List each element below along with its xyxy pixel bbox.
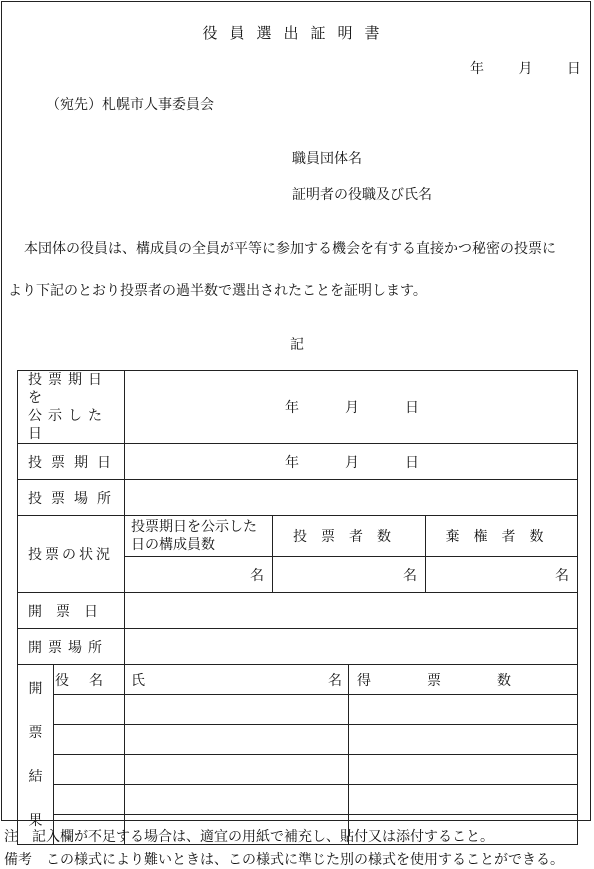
voters-count-field[interactable]: 名 — [273, 557, 426, 593]
role-cell[interactable] — [54, 755, 125, 785]
role-header: 役名 — [54, 665, 125, 695]
remarks-text: 備考 この様式により難いときは、この様式に準じた別の様式を使用することができる。 — [4, 852, 564, 868]
note-text: 注 記入欄が不足する場合は、適宜の用紙で補充し、貼付又は添付すること。 — [4, 829, 494, 845]
count-place-row — [18, 629, 578, 665]
announce-date-label: 投票期日を 公示した日 — [18, 371, 125, 444]
org-name-label: 職員団体名 — [292, 151, 362, 167]
name-cell[interactable] — [125, 785, 349, 815]
vote-status-header-row — [18, 516, 578, 557]
result-row — [18, 695, 578, 725]
result-row — [18, 725, 578, 755]
document-title: 役員選出証明書 — [202, 24, 392, 42]
count-date-row — [18, 593, 578, 629]
votes-cell[interactable] — [349, 785, 578, 815]
ki-heading: 記 — [290, 337, 304, 353]
vote-date-field[interactable]: 年 月 日 — [125, 444, 578, 480]
vote-status-label: 投票の状況 — [18, 516, 125, 593]
day-label: 日 — [566, 61, 581, 77]
count-date-label: 開票日 — [18, 593, 125, 629]
voters-header: 投票者数 — [273, 516, 426, 557]
name-cell[interactable] — [125, 725, 349, 755]
name-cell[interactable] — [125, 755, 349, 785]
election-table — [17, 370, 578, 845]
members-count-field[interactable]: 名 — [125, 557, 273, 593]
count-place-field[interactable] — [125, 629, 578, 665]
count-date-field[interactable] — [125, 593, 578, 629]
announce-date-row — [18, 371, 578, 444]
votes-cell[interactable] — [349, 725, 578, 755]
result-label: 開 票 結 果 — [18, 665, 54, 845]
year-label: 年 — [470, 61, 484, 77]
announce-date-field[interactable]: 年 月 日 — [125, 371, 578, 444]
role-cell[interactable] — [54, 725, 125, 755]
abstain-header: 棄権者数 — [426, 516, 578, 557]
result-row — [18, 755, 578, 785]
name-header: 氏 名 — [125, 665, 349, 695]
month-label: 月 — [518, 61, 533, 77]
vote-place-row — [18, 480, 578, 516]
votes-cell[interactable] — [349, 695, 578, 725]
votes-cell[interactable] — [349, 755, 578, 785]
role-cell[interactable] — [54, 785, 125, 815]
date-line — [470, 58, 581, 78]
vote-date-label: 投票期日 — [18, 444, 125, 480]
count-place-label: 開票場所 — [18, 629, 125, 665]
result-row — [18, 785, 578, 815]
vote-date-row — [18, 444, 578, 480]
body-text-line-1: 本団体の役員は、構成員の全員が平等に参加する機会を有する直接かつ秘密の投票に — [24, 241, 556, 257]
name-cell[interactable] — [125, 695, 349, 725]
certifier-label: 証明者の役職及び氏名 — [292, 187, 432, 203]
vote-place-field[interactable] — [125, 480, 578, 516]
members-header: 投票期日を公示した 日の構成員数 — [125, 516, 273, 557]
abstain-count-field[interactable]: 名 — [426, 557, 578, 593]
votes-header: 得票数 — [349, 665, 578, 695]
result-header-row — [18, 665, 578, 695]
addressee: （宛先）札幌市人事委員会 — [46, 97, 214, 113]
role-cell[interactable] — [54, 695, 125, 725]
vote-place-label: 投票場所 — [18, 480, 125, 516]
body-text-line-2: より下記のとおり投票者の過半数で選出されたことを証明します。 — [8, 283, 427, 299]
